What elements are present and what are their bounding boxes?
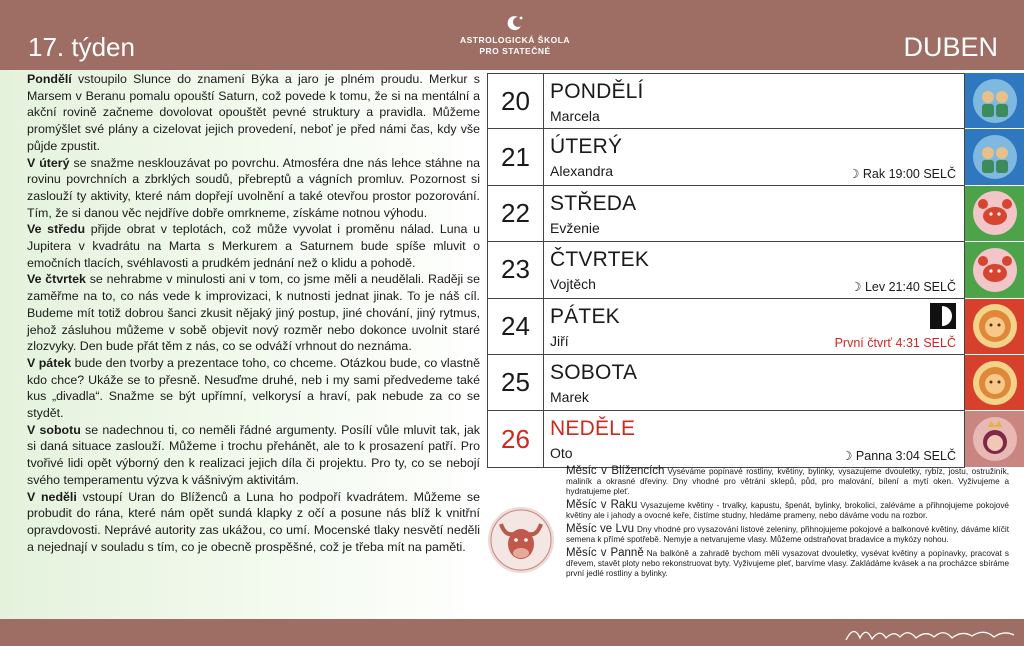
month-label: DUBEN — [903, 32, 998, 62]
day-number: 20 — [488, 74, 544, 128]
forecast-label: V neděli — [27, 489, 77, 504]
moon-ingress: ☽ Lev 21:40 SELČ — [850, 280, 956, 295]
moon-note — [566, 500, 1009, 521]
forecast-sunday — [27, 489, 480, 556]
name-day: Evženie — [550, 219, 600, 236]
forecast-label: Ve středu — [27, 222, 86, 237]
day-row-22 — [487, 186, 965, 242]
forecast-body: vstoupilo Slunce do znamení Býka a jaro je plném proudu. Merkur s Marsem v Beranu pomalu opouští Saturn, což povede k tomu, že si na mentální a akční rovině začneme dovolovat opouštět pevné struktury a pravidla. Můžeme promýšlet své plány a cizelovat jejich provedení, neboť je před námi čas, kdy vše půjde zpustit. — [27, 72, 480, 153]
forecast-body: vstoupí Uran do Blíženců a Luna ho podpoří kvadrátem. Můžeme se probudit do rána, které nám opět sundá klapky z očí a posune nás blíž k vnitřní opravdovosti. Neprávé autority zas ukážou, co umí. Mocenské tlaky nesvětí neděli a nejednají v souladu s tím, co je obecně prospěšné, což je třeba mít na paměti. — [27, 489, 480, 554]
day-row-23 — [487, 242, 965, 298]
forecast-label: Pondělí — [27, 72, 72, 86]
forecast-thursday — [27, 271, 480, 355]
name-day: Marcela — [550, 108, 600, 124]
moon-ingress: ☽ Rak 19:00 SELČ — [848, 167, 956, 182]
gemini-icon — [965, 73, 1024, 129]
moon-star-logo-icon — [505, 14, 525, 32]
moon-ingress: ☽ Panna 3:04 SELČ — [841, 449, 956, 464]
forecast-body: se nehrabme v minulosti ani v tom, co jsme měli a neudělali. Raději se zaměřme na to, co nás vede k improvizaci, k nutnosti jednat jinak. To je náš cíl. Budeme mít totiž dobrou šanci zkusit nějaký jiný postup, jiné chování, jiný rytmus, jehož zásluhou můžeme v sobě objevit nový rozměr nebo dokonce uvolnit staré zlozvyky. Den bude přát těm z nás, co se odváží vrhnout do neznáma. — [27, 272, 481, 354]
logo-line-1: ASTROLOGICKÁ ŠKOLA — [459, 35, 571, 45]
forecast-friday — [27, 355, 480, 422]
name-day: Marek — [550, 388, 589, 405]
day-number: 25 — [488, 355, 544, 410]
first-quarter-moon-icon — [930, 303, 956, 329]
forecast-body: přijde obrat v teplotách, což může vyvolat i proměnu nálad. Luna u Jupitera v kvadrátu na Marta s Merkurem a Saturnem bude spíše mluvit o emočních tlacích, svéhlavosti a prudkém jednání než o klidu a pohodě. — [27, 222, 480, 270]
day-name: NEDĚLE — [550, 417, 636, 441]
forecast-label: V sobotu — [27, 422, 81, 437]
day-name: STŘEDA — [550, 191, 637, 215]
leo-icon — [965, 355, 1024, 411]
forecast-text — [27, 71, 480, 555]
forecast-label: V pátek — [27, 355, 72, 370]
moon-note — [566, 548, 1009, 579]
weekly-forecast-panel — [0, 70, 484, 619]
day-number: 23 — [488, 242, 544, 297]
day-number: 22 — [488, 186, 544, 241]
header-bar — [0, 0, 1024, 70]
forecast-saturday — [27, 422, 480, 489]
moon-note-text: Vyséváme popínavé rostliny, květiny, bylinky, vysazujeme dvouletky, rybíz, jostu, ostružiník, maliník a okrasné dřeviny. Dny vhodné pro větrání sklepů, půd, pro malování, bílení a mytí oken. Vyživujeme a hydratujeme pleť. — [566, 467, 1009, 496]
forecast-wednesday — [27, 221, 480, 271]
name-day: Oto — [550, 445, 573, 462]
zodiac-icon-column — [965, 73, 1024, 468]
moon-note-heading: Měsíc v Raku — [566, 499, 638, 511]
forecast-label: Ve čtvrtek — [27, 272, 86, 287]
forecast-body: bude den tvorby a prezentace toho, co chceme. Otázkou bude, co vlastně kdo chce? Ukáže se to přesně. Nesuďme druhé, neb i my sami předvedeme také kus „divadla“. Snažme se být upřímní, velkorysí a hraví, pak nebude za co se stydět. — [27, 355, 480, 421]
day-row-25 — [487, 355, 965, 411]
school-logo — [440, 14, 590, 57]
forecast-tuesday — [27, 155, 480, 222]
gemini-icon — [965, 129, 1024, 185]
forecast-label: V úterý — [27, 155, 70, 170]
name-day: Alexandra — [550, 163, 614, 180]
moon-phase-text: První čtvrť 4:31 SELČ — [834, 335, 956, 350]
moon-note-heading: Měsíc v Blížencích — [566, 465, 665, 477]
day-name: SOBOTA — [550, 360, 638, 384]
moon-note-heading: Měsíc v Panně — [566, 547, 644, 559]
day-row-26 — [487, 411, 965, 467]
day-name: ÚTERÝ — [550, 135, 623, 159]
forecast-body: se nadechnou ti, co neměli řádné argumenty. Posílí vůle mluvit tak, jak si daná situace zaslouží. Můžeme i trochu přehánět, ale to k prosazení patří. Pro tvořivé lidi opět výborný den k realizaci jejich díla či projektu. Pro ty, co se nebojí svého temperamentu výzva k vášnivým aktivitám. — [27, 422, 481, 487]
day-name: PÁTEK — [550, 304, 620, 328]
day-name: PONDĚLÍ — [550, 80, 644, 103]
day-number: 26 — [488, 411, 544, 466]
day-row-24 — [487, 299, 965, 355]
day-number: 21 — [488, 129, 544, 184]
day-row-21 — [487, 129, 965, 185]
forecast-body: se snažme nesklouzávat po povrchu. Atmosféra dne nás lehce stáhne na rovinu povrchních a zbrklých soudů, přebreptů a vágních promluv. Pozornost si zaslouží ty aktivity, které nám dopřejí uvolnění a také otevřou prostor pozorování. Tím, že si danou věc nejdříve dobře omrkneme, získáme notnou výhodu. — [27, 155, 480, 220]
cancer-icon — [965, 186, 1024, 242]
day-number: 24 — [488, 299, 544, 354]
taurus-icon — [487, 506, 555, 574]
moon-note-text: Vysazujeme květiny - trvalky, kapustu, špenát, bylinky, brokolici, zaléváme a přihnojujeme pokojové květiny ale i jahody a ovocné keře, čistíme studny, hledáme prameny, nebo dáváme vodu na rozbor. — [566, 501, 1009, 520]
name-day: Jiří — [550, 332, 569, 349]
leo-icon — [965, 299, 1024, 355]
day-name: ČTVRTEK — [550, 248, 650, 272]
author-signature — [834, 606, 1024, 646]
moon-gardening-notes — [566, 466, 1009, 582]
cancer-icon — [965, 242, 1024, 298]
days-table — [487, 73, 965, 468]
moon-note-heading: Měsíc ve Lvu — [566, 523, 634, 535]
moon-note — [566, 466, 1009, 497]
moon-note-text: Dny vhodné pro vysazování listové zeleniny, přihnojujeme pokojové a balkonové květiny, dáváme klíčit semena k přímé spotřebě. Nemyje a netvarujeme vlasy. Můžeme odstraňovat bradavice a mykózy nohou. — [566, 525, 1009, 544]
logo-line-2: PRO STATEČNÉ — [479, 46, 551, 56]
moon-note-text: Na balkóně a zahradě bychom měli vysazovat dvouletky, vysévat květiny a popínavky, pracovat s dřevem, stavět ploty nebo rekonstruovat byty. Vyživujeme pleť, barvíme vlasy. Zakládáme kvásek a na procházce sbíráme první jedlé rostliny a bylinky. — [566, 549, 1009, 578]
virgo-icon — [965, 411, 1024, 467]
week-label: 17. týden — [28, 32, 135, 62]
moon-note — [566, 524, 1009, 545]
name-day: Vojtěch — [550, 276, 596, 293]
forecast-monday — [27, 71, 480, 155]
day-row-20 — [487, 73, 965, 129]
